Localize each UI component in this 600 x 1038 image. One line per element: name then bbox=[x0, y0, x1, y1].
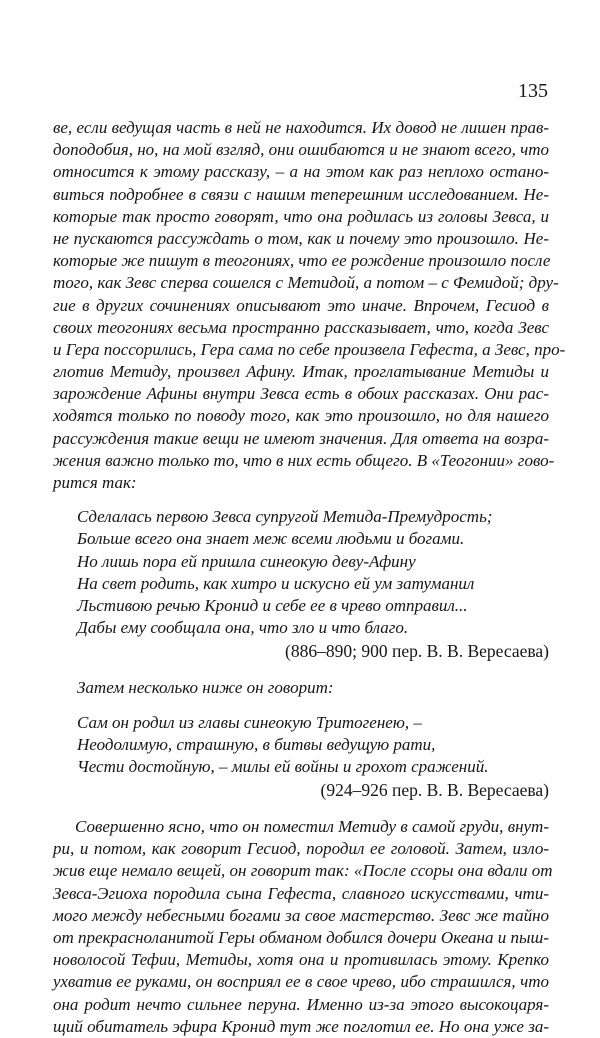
text-line: не пускаются рассуждать о том, как и почему это произошло. Не- bbox=[53, 228, 549, 248]
verse-quote-2 bbox=[77, 712, 549, 779]
text-line: от прекрасноланитой Геры обманом добился дочери Океана и пыш- bbox=[53, 928, 549, 947]
spacer bbox=[53, 494, 549, 506]
text-line: ходятся только по поводу того, как это произошло, но для нашего bbox=[53, 406, 549, 426]
text-line: жения важно только то, что в них есть общего. В «Теогонии» гово- bbox=[53, 450, 555, 470]
text-line: гие в других сочинениях описывают это иначе. Впрочем, Гесиод в bbox=[53, 295, 549, 315]
text-line: Зевса-Эгиоха породила сына Гефеста, славного искусствами, чти- bbox=[53, 883, 549, 903]
spacer bbox=[53, 700, 549, 712]
text-line: относится к этому рассказу, – а на этом как раз неплохо остано- bbox=[53, 162, 549, 182]
text-line: ухватив ее руками, он восприял ее в свое чрево, ибо страшился, что bbox=[53, 972, 549, 992]
text-line: глотив Метиду, произвел Афину. Итак, проглатывание Метиды и bbox=[53, 362, 549, 382]
text-line: ве, если ведущая часть в ней не находится. Их довод не лишен прав- bbox=[53, 118, 549, 137]
verse-quote-1 bbox=[77, 506, 549, 639]
verse-line: Сам он родил из главы синеокую Тритогенею, – bbox=[77, 712, 422, 732]
spacer bbox=[53, 802, 549, 816]
text-line: она родит нечто сильнее перуна. Именно из-за этого высокоцаря- bbox=[53, 994, 549, 1014]
verse-line: Дабы ему сообщала она, что зло и что благо. bbox=[77, 618, 409, 638]
text-line: рится так: bbox=[53, 473, 137, 492]
text-line: виться подробнее в связи с нашим теперешним исследованием. Не- bbox=[53, 184, 549, 204]
verse-attribution-1: (886–890; 900 пер. В. В. Вересаева) bbox=[285, 641, 549, 662]
verse-line: На свет родить, как хитро и искусно ей ум затуманил bbox=[77, 573, 475, 593]
text-line: Затем несколько ниже он говорит: bbox=[77, 678, 334, 698]
text-line: новолосой Тефии, Метиды, хотя она и противилась этому. Крепко bbox=[53, 950, 549, 970]
text-line: ри, и потом, как говорит Гесиод, породил ее головой. Затем, изло- bbox=[53, 839, 549, 859]
text-line: рассуждения такие вещи не имеют значения. Для ответа на возра- bbox=[53, 428, 549, 448]
paragraph-2 bbox=[53, 816, 553, 1038]
page-number: 135 bbox=[518, 80, 548, 102]
text-line: которые же пишут в теогониях, что ее рождение произошло после bbox=[53, 251, 551, 271]
verse-line: Неодолимую, страшную, в битвы ведущую рати, bbox=[77, 734, 436, 754]
page-body bbox=[53, 117, 566, 1038]
verse-line: Льстивою речью Кронид и себе ее в чрево отправил... bbox=[77, 595, 468, 615]
text-line: доподобия, но, на мой взгляд, они ошибаются и не знают всего, что bbox=[53, 140, 549, 160]
text-line: жив еще немало вещей, он говорит так: «После ссоры она вдали от bbox=[53, 861, 553, 881]
text-line: своих теогониях весьма пространно рассказывает, что, когда Зевс bbox=[53, 317, 549, 337]
spacer bbox=[53, 663, 549, 677]
text-line: которые так просто говорят, что она родилась из головы Зевса, и bbox=[53, 206, 549, 226]
text-line: щий обитатель эфира Кронид тут же поглотил ее. Но она уже за- bbox=[53, 1016, 549, 1036]
verse-attribution-2: (924–926 пер. В. В. Вересаева) bbox=[320, 780, 549, 801]
text-line: того, как Зевс сперва сошелся с Метидой, а потом – с Фемидой; дру- bbox=[53, 273, 559, 293]
verse-line: Больше всего она знает меж всеми людьми и богами. bbox=[77, 529, 465, 549]
verse-line: Сделалась первою Зевса супругой Метида-Премудрость; bbox=[77, 507, 493, 527]
text-line: мого между небесными богами за свое мастерство. Зевс же тайно bbox=[53, 905, 549, 925]
text-line: Совершенно ясно, что он поместил Метиду в самой груди, внут- bbox=[75, 817, 549, 837]
transition-text bbox=[77, 677, 549, 699]
text-line: и Гера поссорились, Гера сама по себе произвела Гефеста, а Зевс, про- bbox=[53, 339, 566, 359]
text-line: зарождение Афины внутри Зевса есть в обоих рассказах. Они рас- bbox=[53, 384, 549, 404]
verse-line: Но лишь пора ей пришла синеокую деву-Афину bbox=[77, 551, 416, 571]
verse-line: Чести достойную, – милы ей войны и грохот сражений. bbox=[77, 756, 489, 776]
paragraph-1 bbox=[53, 117, 566, 494]
